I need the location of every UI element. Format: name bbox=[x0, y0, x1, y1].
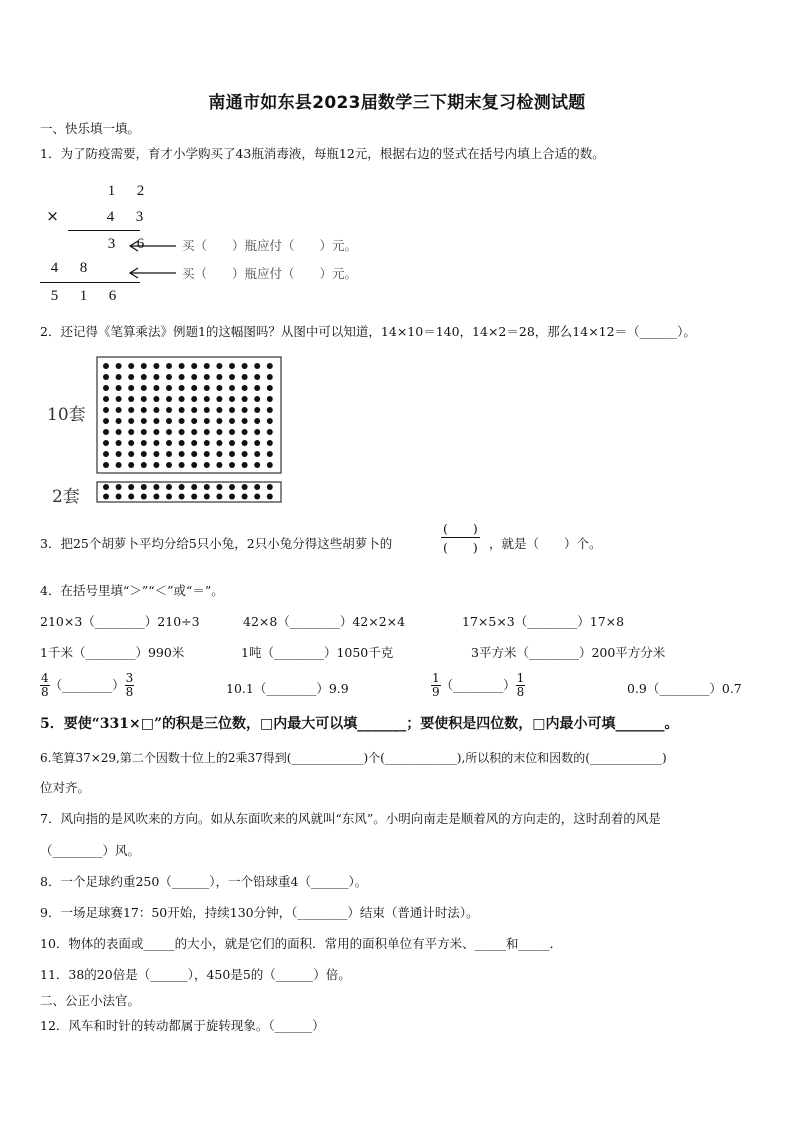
fraction: $\frac{1}{8}$ bbox=[516, 671, 525, 699]
dot bbox=[116, 494, 122, 500]
dot bbox=[153, 451, 159, 457]
dot bbox=[116, 451, 122, 457]
dot bbox=[204, 429, 210, 435]
compare-fraction-item: $\frac{1}{9}$ （________） $\frac{1}{8}$ bbox=[432, 671, 525, 699]
dot bbox=[254, 451, 260, 457]
dot bbox=[166, 374, 172, 380]
dot bbox=[103, 462, 109, 468]
dot bbox=[141, 363, 147, 369]
dot bbox=[216, 462, 222, 468]
calc-digit: 8 bbox=[79, 260, 88, 276]
dot bbox=[191, 396, 197, 402]
dot bbox=[216, 484, 222, 490]
calc-digit: 3 bbox=[135, 209, 144, 225]
question-1-text: 1．为了防疫需要，育才小学购买了43瓶消毒液，每瓶12元，根据右边的竖式在括号内填上合适的数。 bbox=[40, 146, 605, 161]
dot bbox=[216, 396, 222, 402]
dot bbox=[229, 494, 235, 500]
dot bbox=[141, 494, 147, 500]
calc-row-2 bbox=[38, 207, 154, 226]
dot bbox=[128, 451, 134, 457]
dot bbox=[191, 418, 197, 424]
dot bbox=[103, 418, 109, 424]
dot bbox=[128, 440, 134, 446]
dot bbox=[229, 374, 235, 380]
dot bbox=[116, 484, 122, 490]
dot bbox=[229, 385, 235, 391]
calc-digit: 4 bbox=[106, 209, 115, 225]
dot bbox=[141, 429, 147, 435]
dot bbox=[242, 374, 248, 380]
dot bbox=[116, 429, 122, 435]
dot-array-figure bbox=[96, 356, 286, 504]
fraction: $\frac{1}{9}$ bbox=[432, 671, 440, 699]
question-4-text: 4．在括号里填“＞”“＜”或“＝”。 bbox=[40, 583, 224, 598]
fraction: $\frac{4}{8}$ bbox=[41, 671, 49, 699]
compare-item: 1吨（________）1050千克 bbox=[241, 645, 394, 660]
dot bbox=[204, 494, 210, 500]
dot bbox=[103, 385, 109, 391]
arrow-text-1: 买（ ）瓶应付（ ）元。 bbox=[182, 238, 358, 253]
dot bbox=[179, 385, 185, 391]
fraction-blank bbox=[441, 521, 480, 556]
compare-item: 10.1（________）9.9 bbox=[226, 681, 349, 696]
dot bbox=[179, 451, 185, 457]
dot bbox=[179, 494, 185, 500]
calc-digit: 1 bbox=[79, 288, 88, 304]
dot bbox=[216, 440, 222, 446]
dot bbox=[153, 484, 159, 490]
compare-item: 0.9（________）0.7 bbox=[627, 681, 742, 696]
dot bbox=[216, 374, 222, 380]
dot bbox=[242, 363, 248, 369]
dot bbox=[128, 429, 134, 435]
dot bbox=[166, 385, 172, 391]
calc-arrows bbox=[126, 238, 178, 282]
dot bbox=[254, 494, 260, 500]
dot bbox=[204, 407, 210, 413]
dot bbox=[204, 462, 210, 468]
dot-array-2-frame bbox=[97, 482, 281, 502]
question-2-text: 2．还记得《笔算乘法》例题1的这幅图吗？从图中可以知道，14×10＝140，14×2＝28，那么14×12＝（______）。 bbox=[40, 324, 696, 339]
dot-array-10-frame bbox=[97, 357, 281, 473]
dot bbox=[141, 385, 147, 391]
dot bbox=[103, 440, 109, 446]
question-9-text: 9．一场足球赛17：50开始，持续130分钟，（________）结束（普通计时法）。 bbox=[40, 905, 479, 920]
label-2-sets: 2套 bbox=[52, 487, 80, 507]
dot bbox=[128, 462, 134, 468]
dot bbox=[153, 418, 159, 424]
dot bbox=[254, 363, 260, 369]
dot bbox=[153, 440, 159, 446]
dot bbox=[153, 363, 159, 369]
dot bbox=[267, 363, 273, 369]
dot bbox=[191, 407, 197, 413]
dot bbox=[242, 385, 248, 391]
calc-digit: 4 bbox=[50, 260, 59, 276]
dot bbox=[166, 494, 172, 500]
dot bbox=[179, 462, 185, 468]
arrow-left-icon bbox=[130, 241, 176, 251]
calc-digit: 3 bbox=[107, 236, 116, 252]
dot bbox=[141, 418, 147, 424]
dot bbox=[254, 407, 260, 413]
dot bbox=[229, 462, 235, 468]
dot bbox=[267, 462, 273, 468]
dot bbox=[229, 440, 235, 446]
dot bbox=[141, 462, 147, 468]
dot bbox=[204, 385, 210, 391]
dot bbox=[179, 440, 185, 446]
dot bbox=[204, 374, 210, 380]
dot bbox=[229, 363, 235, 369]
dot bbox=[116, 396, 122, 402]
dot bbox=[179, 484, 185, 490]
dot bbox=[242, 462, 248, 468]
dot bbox=[153, 374, 159, 380]
arrow-text-2: 买（ ）瓶应付（ ）元。 bbox=[182, 266, 358, 281]
dot bbox=[116, 418, 122, 424]
dot bbox=[116, 407, 122, 413]
dot bbox=[128, 363, 134, 369]
dot bbox=[116, 385, 122, 391]
dot bbox=[153, 396, 159, 402]
question-10-text: 10．物体的表面或_____的大小，就是它们的面积．常用的面积单位有平方米、_____和_____． bbox=[40, 936, 563, 951]
dot bbox=[229, 484, 235, 490]
question-12-text: 12．风车和时针的转动都属于旋转现象。（______） bbox=[40, 1018, 325, 1033]
dot bbox=[179, 407, 185, 413]
dot bbox=[216, 407, 222, 413]
dot bbox=[128, 484, 134, 490]
dot bbox=[267, 494, 273, 500]
compare-item: 1千米（________）990米 bbox=[40, 645, 185, 660]
dot bbox=[116, 462, 122, 468]
dot bbox=[254, 396, 260, 402]
calc-rule-2 bbox=[40, 282, 140, 283]
compare-item: 42×8（________）42×2×4 bbox=[243, 614, 406, 629]
question-6-line-1: 6.笔算37×29,第二个因数十位上的2乘37得到(____________)个(____________),所以积的末位和因数的(____________) bbox=[40, 751, 667, 765]
dot bbox=[103, 429, 109, 435]
dot bbox=[179, 396, 185, 402]
dot bbox=[267, 451, 273, 457]
dot bbox=[166, 440, 172, 446]
calc-rule-1 bbox=[68, 230, 140, 231]
dot bbox=[242, 418, 248, 424]
dot bbox=[267, 396, 273, 402]
dot bbox=[267, 484, 273, 490]
dot bbox=[254, 418, 260, 424]
dot bbox=[254, 484, 260, 490]
dot bbox=[242, 396, 248, 402]
dot bbox=[166, 396, 172, 402]
dot bbox=[103, 374, 109, 380]
dot bbox=[128, 407, 134, 413]
dot bbox=[166, 451, 172, 457]
calc-digit: 1 bbox=[107, 183, 116, 199]
dot bbox=[141, 407, 147, 413]
dot bbox=[204, 363, 210, 369]
dot bbox=[166, 484, 172, 490]
dot bbox=[229, 418, 235, 424]
dot bbox=[242, 484, 248, 490]
label-10-sets: 10套 bbox=[47, 405, 86, 425]
section-1-heading: 一、快乐填一填。 bbox=[40, 121, 141, 136]
compare-item: 17×5×3（________）17×8 bbox=[462, 614, 625, 629]
dot bbox=[216, 494, 222, 500]
fraction-numerator: ( ) bbox=[443, 521, 478, 536]
question-7-line-2: （________）风。 bbox=[40, 843, 141, 858]
dot bbox=[242, 429, 248, 435]
dot bbox=[254, 429, 260, 435]
dot bbox=[141, 451, 147, 457]
dot bbox=[229, 396, 235, 402]
dot bbox=[103, 363, 109, 369]
calc-digit: 5 bbox=[50, 288, 59, 304]
dot bbox=[128, 494, 134, 500]
dot bbox=[204, 418, 210, 424]
dot bbox=[267, 385, 273, 391]
dot bbox=[141, 396, 147, 402]
dot bbox=[191, 429, 197, 435]
dot bbox=[242, 440, 248, 446]
compare-fraction-item: $\frac{4}{8}$ （________） $\frac{3}{8}$ bbox=[41, 671, 134, 699]
dot bbox=[242, 407, 248, 413]
question-8-text: 8．一个足球约重250（______），一个铅球重4（______）。 bbox=[40, 874, 368, 889]
dot bbox=[103, 396, 109, 402]
question-3-text-b: ，就是（ ）个。 bbox=[489, 536, 602, 551]
dot bbox=[179, 429, 185, 435]
dot bbox=[166, 429, 172, 435]
dot bbox=[116, 363, 122, 369]
dot bbox=[141, 484, 147, 490]
dot bbox=[191, 451, 197, 457]
dot bbox=[179, 374, 185, 380]
question-6-line-2: 位对齐。 bbox=[40, 780, 91, 795]
page-title: 南通市如东县2023届数学三下期末复习检测试题 bbox=[208, 93, 586, 113]
calc-digit: 6 bbox=[108, 288, 117, 304]
dot bbox=[267, 440, 273, 446]
dot bbox=[216, 418, 222, 424]
dot bbox=[191, 374, 197, 380]
dot bbox=[242, 494, 248, 500]
calc-row-1 bbox=[68, 183, 155, 200]
dot bbox=[254, 374, 260, 380]
dot bbox=[191, 494, 197, 500]
dot bbox=[216, 429, 222, 435]
dot bbox=[153, 429, 159, 435]
dot bbox=[153, 462, 159, 468]
dot bbox=[103, 451, 109, 457]
dot bbox=[179, 418, 185, 424]
dot bbox=[179, 363, 185, 369]
dot bbox=[229, 407, 235, 413]
dot bbox=[204, 440, 210, 446]
dot bbox=[242, 451, 248, 457]
dot bbox=[116, 374, 122, 380]
dot bbox=[204, 451, 210, 457]
dot bbox=[166, 407, 172, 413]
dot bbox=[153, 494, 159, 500]
dot bbox=[141, 440, 147, 446]
compare-item: 210×3（________）210÷3 bbox=[40, 614, 200, 629]
dot bbox=[191, 462, 197, 468]
dot bbox=[254, 440, 260, 446]
dot bbox=[216, 451, 222, 457]
dot bbox=[191, 484, 197, 490]
fraction-denominator: ( ) bbox=[443, 540, 478, 555]
dot bbox=[103, 494, 109, 500]
question-5-text: 5．要使“331×□”的积是三位数，□内最大可以填_______；要使积是四位数，□内最小可填_______。 bbox=[40, 716, 679, 732]
calc-row-5 bbox=[40, 288, 127, 305]
dot bbox=[204, 396, 210, 402]
dot bbox=[204, 484, 210, 490]
dot bbox=[103, 484, 109, 490]
dot bbox=[191, 363, 197, 369]
dot bbox=[166, 418, 172, 424]
dot bbox=[166, 462, 172, 468]
dot bbox=[254, 462, 260, 468]
dot bbox=[267, 418, 273, 424]
dot bbox=[267, 429, 273, 435]
dot bbox=[153, 385, 159, 391]
compare-item: 3平方米（________）200平方分米 bbox=[471, 645, 666, 660]
question-3-text-a: 3．把25个胡萝卜平均分给5只小兔，2只小兔分得这些胡萝卜的 bbox=[40, 536, 393, 551]
dot bbox=[128, 374, 134, 380]
fraction: $\frac{3}{8}$ bbox=[125, 671, 134, 699]
calc-digit: 2 bbox=[136, 183, 145, 199]
question-7-line-1: 7．风向指的是风吹来的方向。如从东面吹来的风就叫“东风”。小明向南走是顺着风的方向走的，这时刮着的风是 bbox=[40, 811, 661, 826]
dot bbox=[128, 396, 134, 402]
dot bbox=[216, 385, 222, 391]
dot bbox=[191, 440, 197, 446]
dot bbox=[254, 385, 260, 391]
dot bbox=[267, 374, 273, 380]
dot bbox=[267, 407, 273, 413]
calc-digit: 6 bbox=[136, 236, 145, 252]
dot bbox=[116, 440, 122, 446]
dot bbox=[229, 429, 235, 435]
calc-row-4 bbox=[40, 260, 98, 277]
dot bbox=[103, 407, 109, 413]
dot bbox=[128, 418, 134, 424]
section-2-heading: 二、公正小法官。 bbox=[40, 993, 141, 1008]
dot bbox=[153, 407, 159, 413]
dot bbox=[128, 385, 134, 391]
dot bbox=[141, 374, 147, 380]
question-11-text: 11．38的20倍是（______），450是5的（______）倍。 bbox=[40, 967, 351, 982]
dot bbox=[191, 385, 197, 391]
dot bbox=[216, 363, 222, 369]
dot bbox=[229, 451, 235, 457]
dot bbox=[166, 363, 172, 369]
multiply-sign: × bbox=[46, 207, 59, 225]
arrow-left-icon bbox=[130, 268, 176, 278]
